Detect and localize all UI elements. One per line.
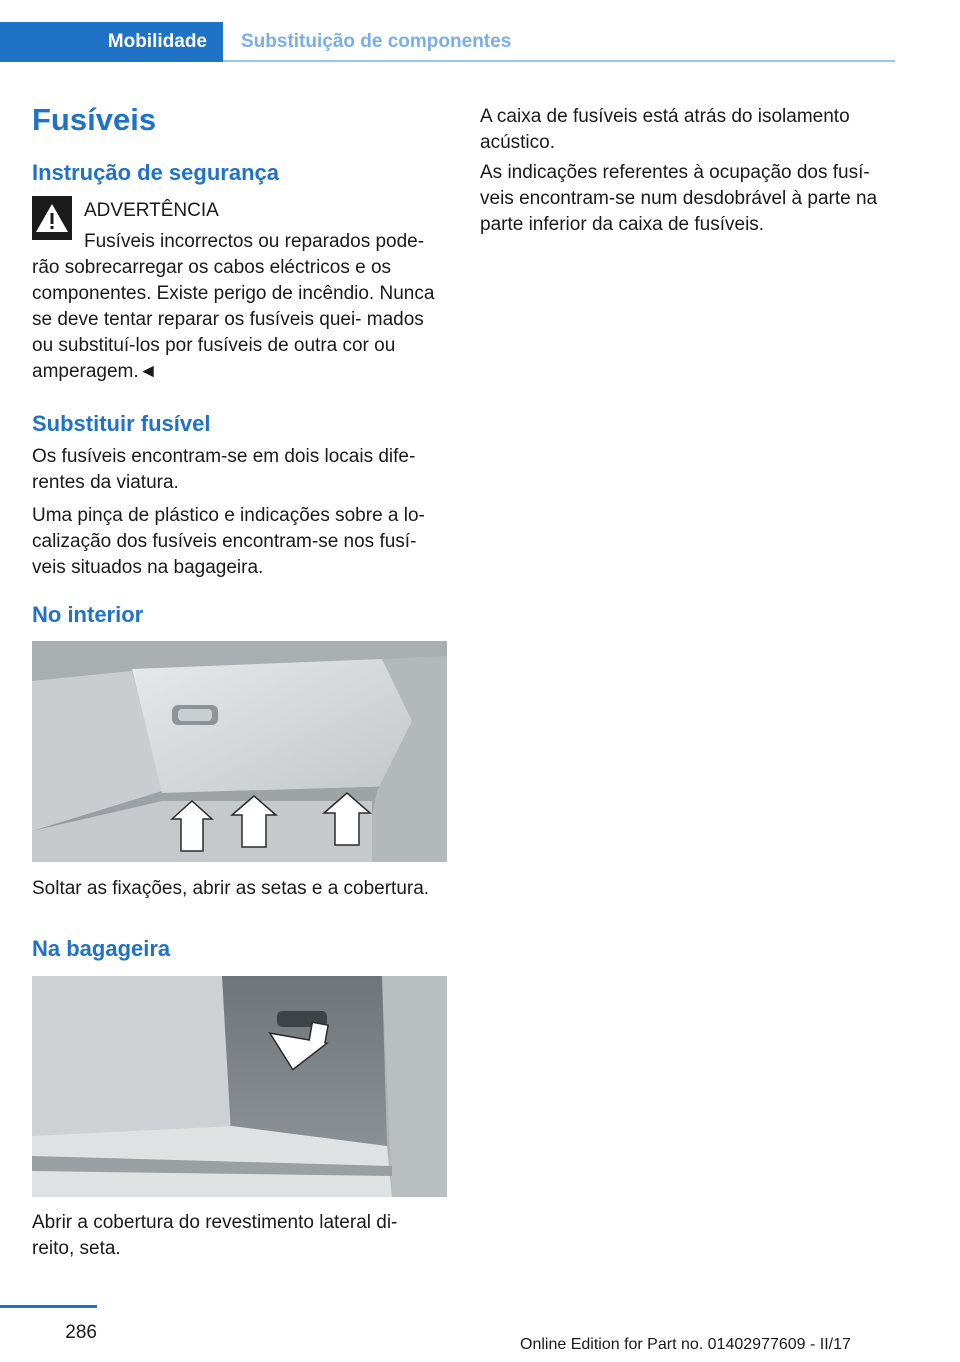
right-paragraph-2: As indicações referentes à ocupação dos fusí- veis encontram-se num desdobrável à parte na parte inferior da caixa de fusíveis. <box>480 162 878 235</box>
interior-caption: Soltar as fixações, abrir as setas e a cobertura. <box>32 878 430 899</box>
trunk-photo <box>32 976 447 1197</box>
section-heading-safety: Instrução de segurança <box>32 160 279 185</box>
page-number: 286 <box>65 1322 97 1343</box>
trunk-caption: Abrir a cobertura do revestimento lateral di- reito, seta. <box>32 1212 398 1259</box>
warning-icon <box>32 196 72 240</box>
footer-line <box>0 1305 97 1308</box>
interior-photo <box>32 641 447 862</box>
tab-mobilidade[interactable]: Mobilidade <box>0 22 223 62</box>
tab-underline <box>223 60 895 62</box>
warning-text: rão sobrecarregar os cabos eléctricos e os componentes. Existe perigo de incêndio. Nunca se deve tentar reparar os fusíveis quei- mados ou substituí-los por fusíveis de outra cor ou amperagem.◄ <box>32 257 435 382</box>
warning-label: ADVERTÊNCIA <box>84 200 219 221</box>
edition-info: Online Edition for Part no. 01402977609 - II/17 <box>520 1336 851 1353</box>
tab-substituicao-componentes[interactable]: Substituição de componentes <box>241 31 512 52</box>
replace-paragraph-1: Os fusíveis encontram-se em dois locais dife- rentes da viatura. <box>32 446 416 493</box>
section-heading-trunk: Na bagageira <box>32 936 171 961</box>
header-tabs <box>0 22 895 62</box>
warning-line1: Fusíveis incorrectos ou reparados pode- <box>84 231 425 252</box>
section-heading-interior: No interior <box>32 602 144 627</box>
section-heading-replace: Substituir fusível <box>32 411 211 436</box>
replace-paragraph-2: Uma pinça de plástico e indicações sobre a lo- calização dos fusíveis encontram-se nos fusí- veis situados na bagageira. <box>32 505 425 578</box>
right-paragraph-1: A caixa de fusíveis está atrás do isolamento acústico. <box>480 106 850 153</box>
page-title: Fusíveis <box>32 102 157 137</box>
